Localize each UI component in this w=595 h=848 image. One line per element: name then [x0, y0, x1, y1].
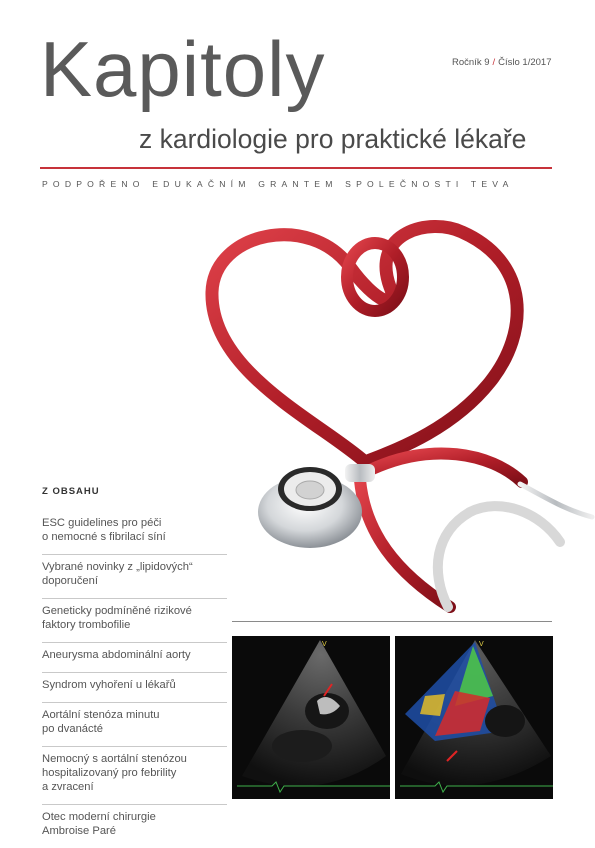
echocardiogram-icon [232, 636, 390, 799]
echocardiogram-image [232, 636, 390, 799]
list-item-line: Geneticky podmíněné rizikové [42, 605, 192, 617]
list-item-line: Ambroise Paré [42, 825, 116, 837]
stethoscope-heart-icon [200, 212, 595, 622]
issue-info [452, 57, 551, 68]
list-item[interactable] [42, 672, 227, 692]
list-item-line: Aneurysma abdominální aorty [42, 649, 191, 661]
magazine-subtitle: z kardiologie pro praktické lékaře [139, 124, 527, 154]
list-item-line: o nemocné s fibrilací síní [42, 531, 166, 543]
list-item-line: po dvanácté [42, 723, 103, 735]
list-item-line: Syndrom vyhoření u lékařů [42, 679, 176, 691]
list-item-line: ESC guidelines pro péči [42, 517, 162, 529]
list-item-line: doporučení [42, 575, 98, 587]
contents-heading: Z OBSAHU [42, 486, 100, 497]
list-item[interactable] [42, 598, 227, 632]
image-divider [232, 621, 552, 622]
issue-separator: / [492, 57, 496, 68]
issue-volume: Ročník 9 [452, 57, 490, 68]
list-item-line: Vybrané novinky z „lipidových“ [42, 561, 193, 573]
list-item-line: Otec moderní chirurgie [42, 811, 156, 823]
svg-text:V: V [322, 641, 327, 648]
doppler-echocardiogram-icon [395, 636, 553, 799]
list-item[interactable] [42, 554, 227, 588]
svg-text:V: V [479, 641, 484, 648]
grant-line: PODPOŘENO EDUKAČNÍM GRANTEM SPOLEČNOSTI TEVA [42, 179, 514, 189]
list-item[interactable] [42, 804, 227, 838]
list-item-line: faktory trombofilie [42, 619, 131, 631]
header-divider [40, 167, 552, 169]
list-item[interactable] [42, 746, 227, 794]
list-item[interactable] [42, 642, 227, 662]
list-item-line: hospitalizovaný pro febrility [42, 767, 177, 779]
list-item[interactable] [42, 516, 227, 544]
list-item-line: Nemocný s aortální stenózou [42, 753, 187, 765]
list-item[interactable] [42, 702, 227, 736]
list-item-line: Aortální stenóza minutu [42, 709, 160, 721]
issue-number: Číslo 1/2017 [498, 57, 552, 68]
contents-list [42, 516, 227, 848]
doppler-echocardiogram-image [395, 636, 553, 799]
list-item-line: a zvracení [42, 781, 94, 793]
magazine-title: Kapitoly [40, 25, 326, 113]
